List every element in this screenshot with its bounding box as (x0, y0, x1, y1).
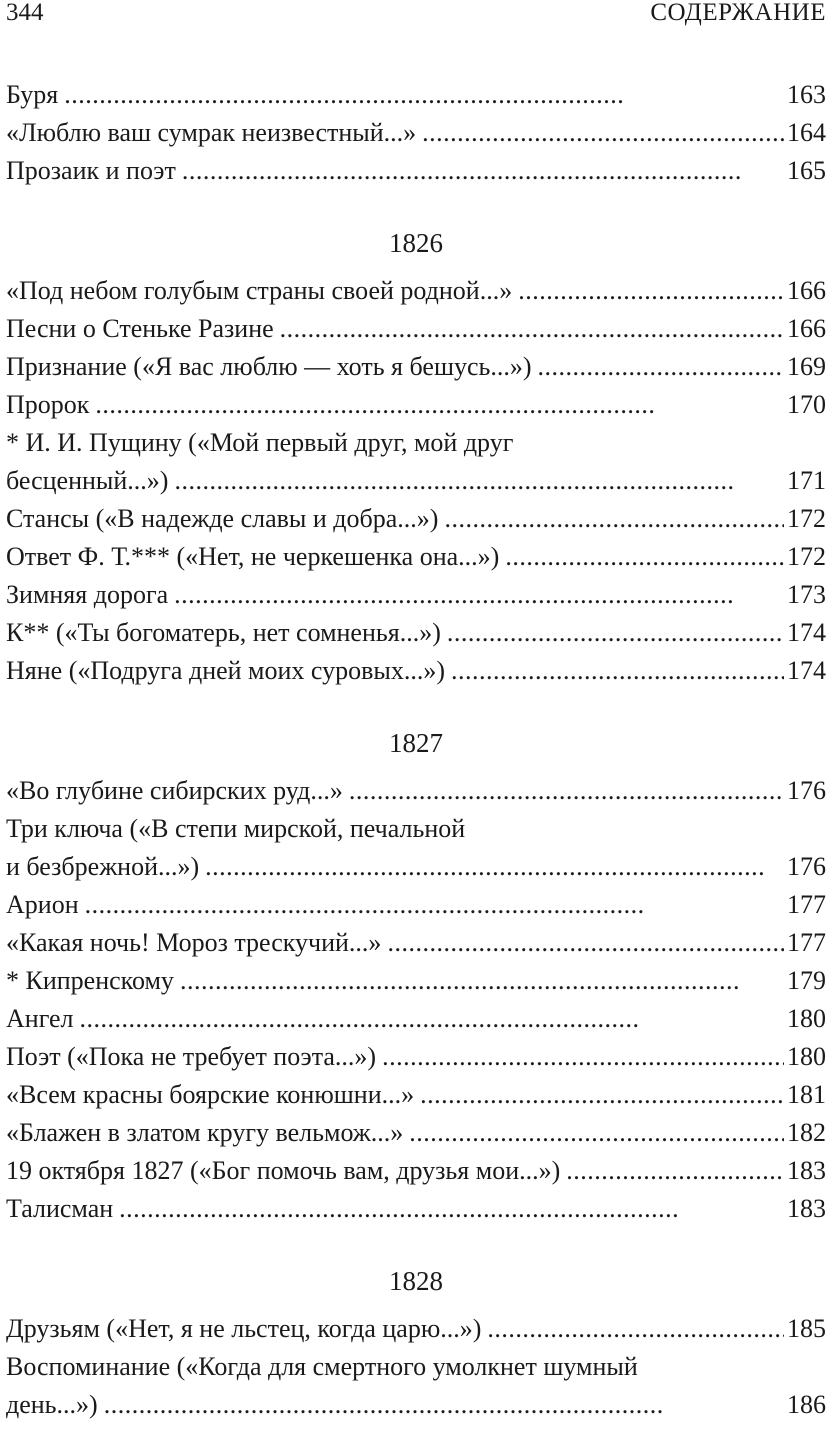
toc-entry (6, 576, 826, 614)
toc-entry-title: Признание («Я вас люблю — хоть я бешусь...») (6, 352, 532, 381)
toc-entry (6, 772, 826, 810)
toc-entry-title: К** («Ты богоматерь, нет сомненья...») (6, 618, 441, 647)
toc-entry-title: «Какая ночь! Мороз трескучий...» (6, 928, 382, 957)
dot-leader (85, 886, 784, 924)
dot-leader (80, 1000, 784, 1038)
year-heading: 1827 (389, 728, 443, 758)
toc-entry-row (6, 848, 826, 886)
toc-entry-title: «Всем красны боярские конюшни...» (6, 1080, 415, 1109)
toc-entry-page-number: 172 (787, 504, 826, 533)
toc-entry-page-number: 183 (787, 1156, 826, 1185)
year-heading: 1826 (389, 228, 443, 258)
toc-entry (6, 1190, 826, 1228)
toc-entry-title: Песни о Стеньке Разине (6, 314, 274, 343)
toc-entry-title: и безбрежной...») (6, 852, 200, 881)
toc-entry-row (6, 348, 826, 386)
toc-entry-row (6, 310, 826, 348)
dot-leader (349, 772, 784, 810)
toc-entry-page-number: 181 (787, 1080, 826, 1109)
dot-leader (444, 500, 784, 538)
toc-entry (6, 1348, 826, 1424)
toc-entry (6, 1152, 826, 1190)
toc-entry-row (6, 152, 826, 190)
toc-entry-page-number: 180 (787, 1042, 826, 1071)
toc-entry (6, 614, 826, 652)
toc-entry (6, 76, 826, 114)
toc-entry-page-number: 166 (787, 276, 826, 305)
toc-entry (6, 1310, 826, 1348)
toc-entry-title-line: Воспоминание («Когда для смертного умолкнет шумный (6, 1352, 638, 1381)
toc-entry-row (6, 1190, 826, 1228)
toc-entry-page-number: 183 (787, 1194, 826, 1223)
dot-leader (518, 272, 784, 310)
toc-entry (6, 310, 826, 348)
toc-entry-row (6, 462, 826, 500)
toc-entry-page-number: 174 (787, 618, 826, 647)
toc-entry (6, 1114, 826, 1152)
toc-entry-title: Поэт («Пока не требует поэта...») (6, 1042, 377, 1071)
toc-entry (6, 386, 826, 424)
toc-entry-title: Пророк (6, 390, 90, 419)
dot-leader (104, 1386, 784, 1424)
dot-leader (447, 614, 784, 652)
toc-entry-page-number: 174 (787, 656, 826, 685)
toc-entry-page-number: 166 (787, 314, 826, 343)
toc-entry-page-number: 170 (787, 390, 826, 419)
toc-entry (6, 924, 826, 962)
dot-leader (205, 848, 784, 886)
toc-entry (6, 886, 826, 924)
toc-section (6, 224, 826, 690)
year-heading: 1828 (389, 1266, 443, 1296)
dot-leader (538, 348, 784, 386)
toc-entry-row (6, 614, 826, 652)
table-of-contents (6, 76, 826, 1424)
toc-entry-row (6, 1114, 826, 1152)
toc-entry (6, 348, 826, 386)
dot-leader (95, 386, 784, 424)
toc-entry (6, 1000, 826, 1038)
toc-entry-row (6, 114, 826, 152)
toc-entry-page-number: 163 (787, 80, 826, 109)
toc-entry-title: Буря (6, 80, 59, 109)
toc-entry-row (6, 500, 826, 538)
toc-entry (6, 1076, 826, 1114)
toc-entry-page-number: 172 (787, 542, 826, 571)
toc-entry-title-line: Три ключа («В степи мирской, печальной (6, 814, 466, 843)
toc-entry-title: «Во глубине сибирских руд...» (6, 776, 343, 805)
dot-leader (174, 462, 784, 500)
running-title: СОДЕРЖАНИЕ (650, 0, 826, 26)
toc-section (6, 724, 826, 1228)
toc-entry-row (6, 886, 826, 924)
toc-entry-row (6, 76, 826, 114)
toc-entry (6, 652, 826, 690)
toc-entry-page-number: 186 (787, 1390, 826, 1419)
toc-entry-page-number: 164 (787, 118, 826, 147)
toc-entry-page-number: 176 (787, 776, 826, 805)
toc-entry-title: Ответ Ф. Т.*** («Нет, не черкешенка она...») (6, 542, 500, 571)
toc-entry-row (6, 772, 826, 810)
dot-leader (422, 114, 784, 152)
toc-entry (6, 114, 826, 152)
dot-leader (487, 1310, 784, 1348)
toc-entry-title: «Под небом голубым страны своей родной...» (6, 276, 513, 305)
toc-entry-row (6, 924, 826, 962)
toc-entry (6, 810, 826, 886)
toc-entry-title: Прозаик и поэт (6, 156, 176, 185)
toc-entry-page-number: 173 (787, 580, 826, 609)
toc-entry-row (6, 652, 826, 690)
dot-leader (119, 1190, 784, 1228)
toc-entry-row (6, 1076, 826, 1114)
running-head (6, 0, 826, 34)
toc-entry-row (6, 1000, 826, 1038)
toc-entry-row (6, 386, 826, 424)
toc-entry-title: 19 октября 1827 («Бог помочь вам, друзья мои...») (6, 1156, 561, 1185)
toc-entry-title: Талисман (6, 1194, 114, 1223)
toc-entry (6, 424, 826, 500)
toc-entry-title: Ангел (6, 1004, 74, 1033)
toc-entry-page-number: 182 (787, 1118, 826, 1147)
toc-entry-row (6, 1038, 826, 1076)
toc-entry-title: день...») (6, 1390, 98, 1419)
toc-entry-page-number: 169 (787, 352, 826, 381)
toc-entry-page-number: 171 (787, 466, 826, 495)
toc-entry-row (6, 272, 826, 310)
toc-entry-row (6, 962, 826, 1000)
dot-leader (180, 962, 784, 1000)
toc-entry-title: «Блажен в златом кругу вельмож...» (6, 1118, 404, 1147)
toc-entry-page-number: 177 (787, 928, 826, 957)
toc-entry-row (6, 1310, 826, 1348)
toc-section (6, 1262, 826, 1424)
dot-leader (182, 152, 784, 190)
toc-entry-title: * Кипренскому (6, 966, 174, 995)
toc-entry-title: Зимняя дорога (6, 580, 169, 609)
dot-leader (505, 538, 784, 576)
toc-entry (6, 272, 826, 310)
toc-entry-title: Стансы («В надежде славы и добра...») (6, 504, 439, 533)
toc-entry-page-number: 179 (787, 966, 826, 995)
toc-entry-page-number: 176 (787, 852, 826, 881)
toc-entry-title-line: * И. И. Пущину («Мой первый друг, мой друг (6, 428, 514, 457)
toc-entry-title: бесценный...») (6, 466, 169, 495)
toc-section (6, 76, 826, 190)
toc-entry (6, 962, 826, 1000)
toc-entry (6, 500, 826, 538)
toc-entry-row (6, 538, 826, 576)
toc-entry-page-number: 177 (787, 890, 826, 919)
toc-entry-page-number: 165 (787, 156, 826, 185)
toc-entry (6, 538, 826, 576)
page-number: 344 (6, 0, 44, 26)
toc-entry (6, 152, 826, 190)
toc-entry-title: «Люблю ваш сумрак неизвестный...» (6, 118, 417, 147)
dot-leader (566, 1152, 784, 1190)
dot-leader (387, 924, 784, 962)
toc-entry-title: Арион (6, 890, 79, 919)
toc-entry-row (6, 576, 826, 614)
toc-entry-title: Друзьям («Нет, я не льстец, когда царю...») (6, 1314, 482, 1343)
toc-entry-page-number: 180 (787, 1004, 826, 1033)
dot-leader (409, 1114, 784, 1152)
dot-leader (64, 76, 784, 114)
toc-entry-row (6, 1152, 826, 1190)
toc-entry-title: Няне («Подруга дней моих суровых...») (6, 656, 446, 685)
toc-entry-row (6, 1386, 826, 1424)
dot-leader (382, 1038, 784, 1076)
dot-leader (174, 576, 784, 614)
dot-leader (280, 310, 784, 348)
dot-leader (420, 1076, 784, 1114)
toc-entry-page-number: 185 (787, 1314, 826, 1343)
toc-entry (6, 1038, 826, 1076)
dot-leader (451, 652, 784, 690)
